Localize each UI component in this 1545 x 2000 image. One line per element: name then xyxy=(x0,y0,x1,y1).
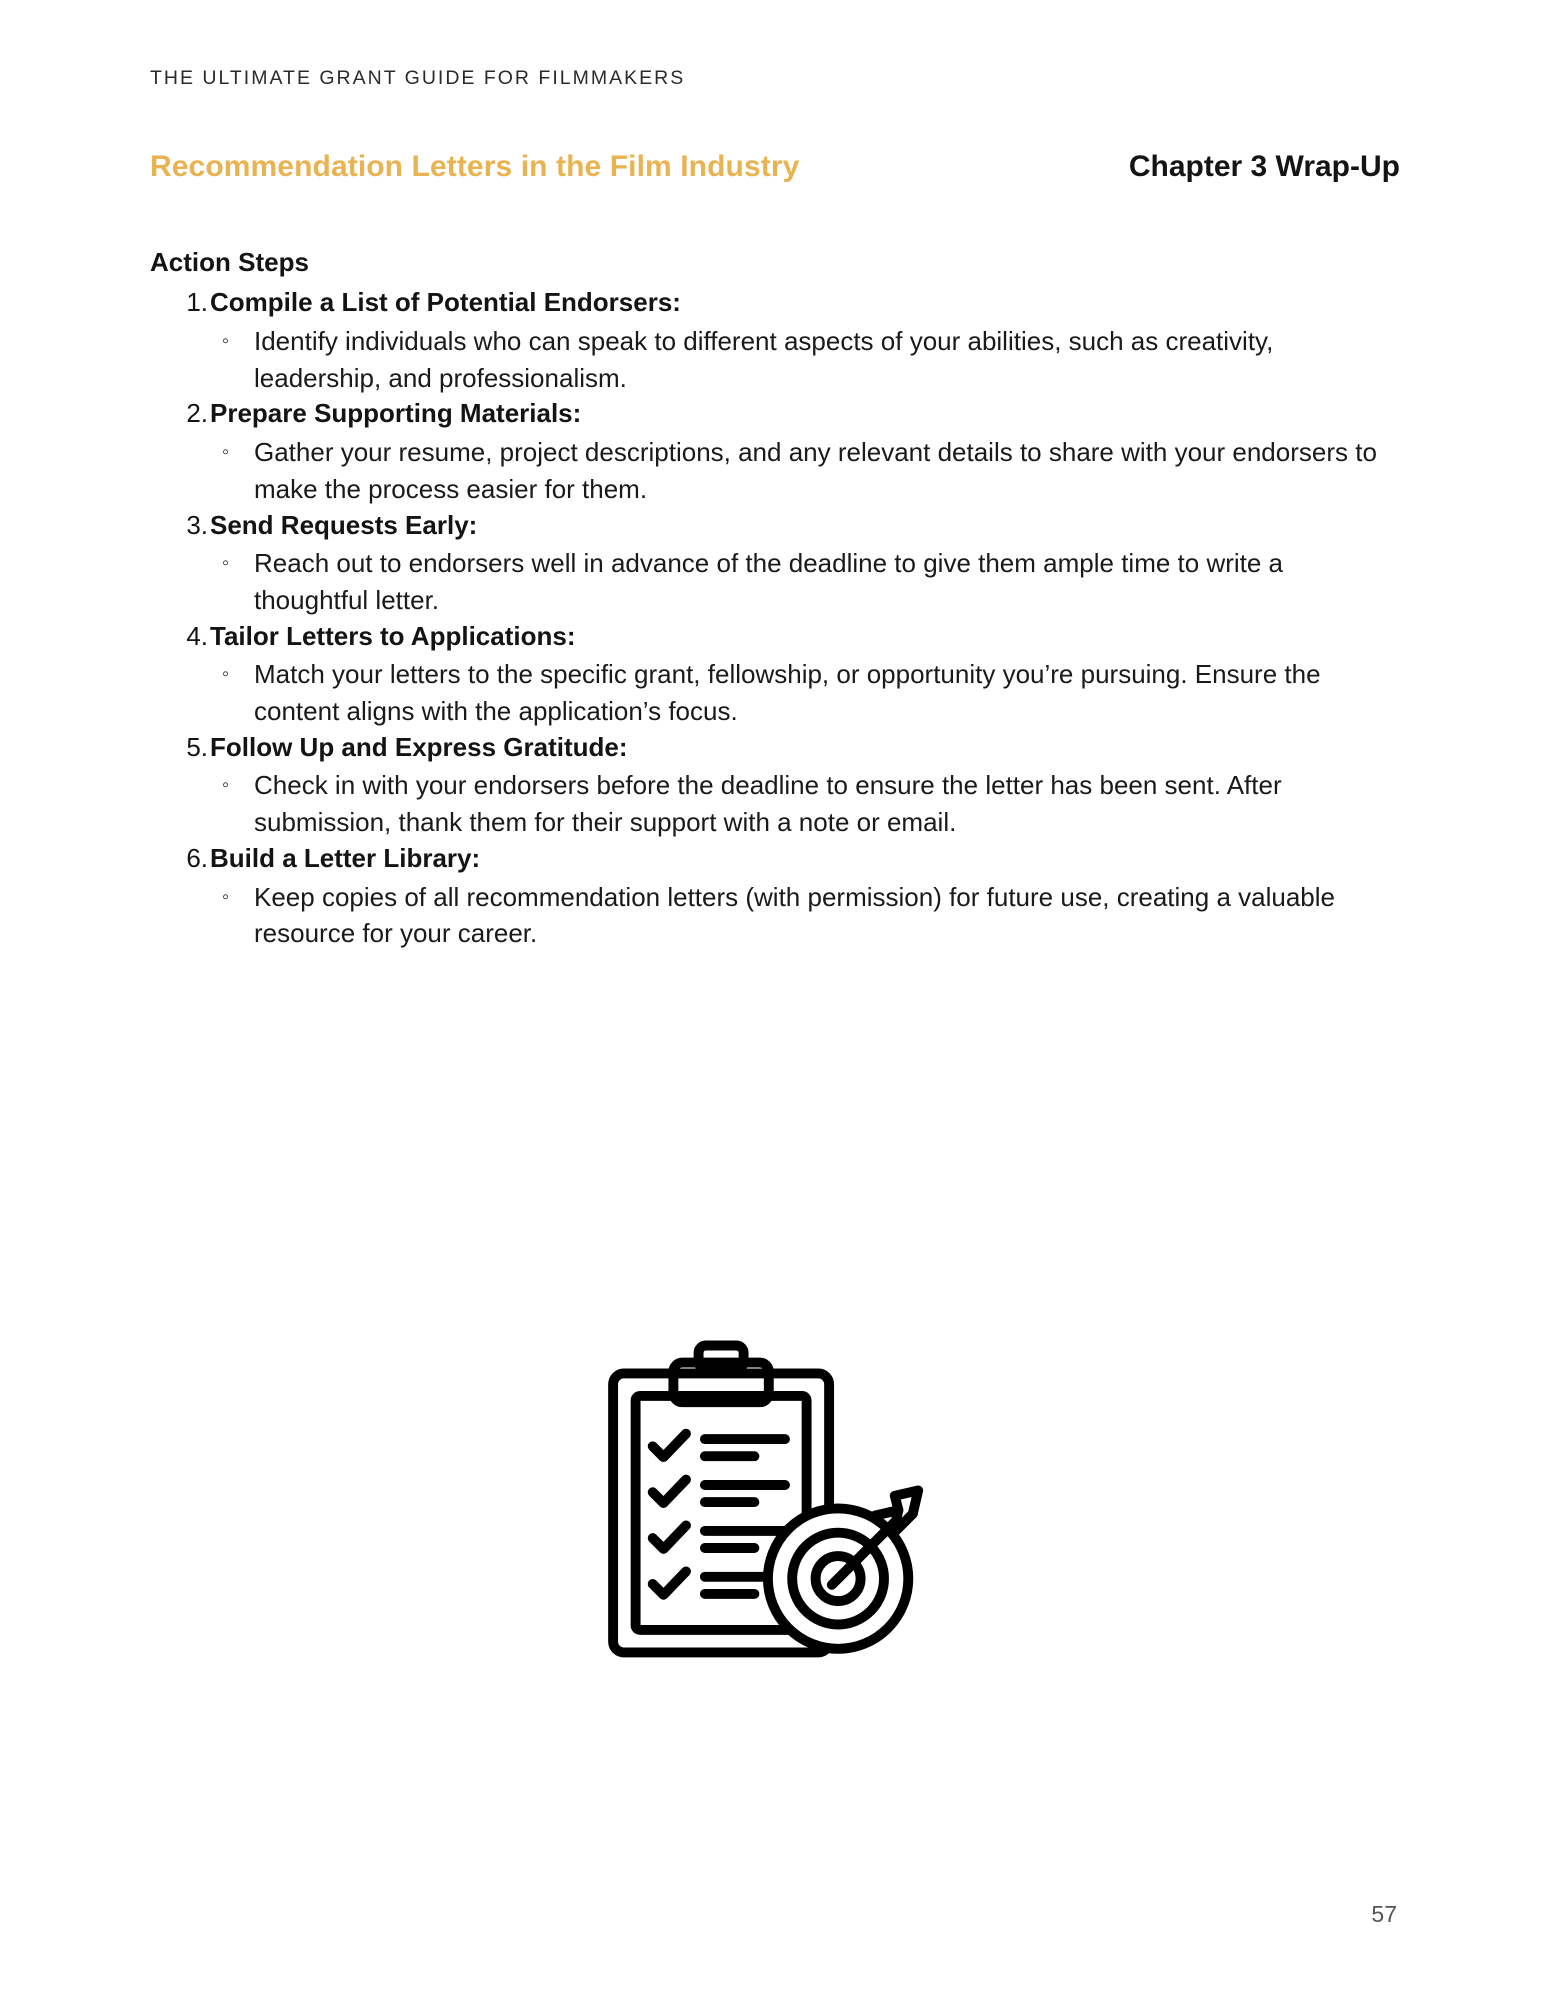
action-steps-list xyxy=(150,285,1400,952)
hollow-circle-bullet-icon: ◦ xyxy=(222,774,230,797)
step-detail-text: Reach out to endorsers well in advance of the deadline to give them ample time to write a thoughtful letter. xyxy=(254,548,1284,615)
list-item xyxy=(150,508,1400,619)
hollow-circle-bullet-icon: ◦ xyxy=(222,552,230,575)
step-detail xyxy=(150,434,1400,508)
step-detail xyxy=(150,767,1400,841)
title-row xyxy=(150,150,1400,184)
clipboard-checklist-target-icon xyxy=(578,1305,938,1665)
hollow-circle-bullet-icon: ◦ xyxy=(222,885,230,908)
list-item xyxy=(150,841,1400,952)
step-number: 1. xyxy=(186,287,208,318)
list-item xyxy=(150,285,1400,396)
step-detail xyxy=(150,879,1400,953)
running-header: THE ULTIMATE GRANT GUIDE FOR FILMMAKERS xyxy=(150,67,686,89)
step-title: Build a Letter Library: xyxy=(210,843,481,874)
step-heading xyxy=(150,508,1400,543)
page-number: 57 xyxy=(1371,1901,1397,1927)
step-detail xyxy=(150,656,1400,730)
step-detail-text: Match your letters to the specific grant, fellowship, or opportunity you’re pursuing. Ensure the content aligns with the application’s focus. xyxy=(254,659,1321,727)
step-number: 5. xyxy=(186,732,208,762)
step-number: 2. xyxy=(186,398,208,429)
step-detail-text: Identify individuals who can speak to different aspects of your abilities, such as creativity, leadership, and professionalism. xyxy=(254,325,1274,393)
step-title: Send Requests Early: xyxy=(210,509,478,540)
step-detail-text: Keep copies of all recommendation letters (with permission) for future use, creating a valuable resource for your career. xyxy=(254,881,1335,949)
list-item xyxy=(150,396,1400,507)
step-heading xyxy=(150,841,1400,876)
step-heading xyxy=(150,730,1400,765)
section-heading-action-steps: Action Steps xyxy=(150,247,309,277)
main-content xyxy=(150,245,1400,952)
step-number: 3. xyxy=(186,509,208,540)
hollow-circle-bullet-icon: ◦ xyxy=(222,329,230,352)
chapter-label: Chapter 3 Wrap-Up xyxy=(1128,150,1400,183)
step-heading xyxy=(150,619,1400,654)
step-title: Tailor Letters to Applications: xyxy=(210,620,576,651)
step-title: Prepare Supporting Materials: xyxy=(210,398,582,429)
step-detail-text: Check in with your endorsers before the deadline to ensure the letter has been sent. After submission, thank them for their support with a note or email. xyxy=(254,770,1282,838)
list-item xyxy=(150,730,1400,841)
step-heading xyxy=(150,396,1400,431)
list-item xyxy=(150,619,1400,730)
hollow-circle-bullet-icon: ◦ xyxy=(222,663,230,686)
page-title: Recommendation Letters in the Film Industry xyxy=(150,150,800,183)
step-number: 6. xyxy=(186,843,208,874)
step-detail xyxy=(150,323,1400,397)
step-detail xyxy=(150,545,1400,619)
step-title: Compile a List of Potential Endorsers: xyxy=(210,287,681,318)
step-detail-text: Gather your resume, project descriptions, and any relevant details to share with your endorsers to make the process easier for them. xyxy=(254,436,1377,504)
step-title: Follow Up and Express Gratitude: xyxy=(210,732,628,762)
step-heading xyxy=(150,285,1400,320)
step-number: 4. xyxy=(186,620,208,651)
hollow-circle-bullet-icon: ◦ xyxy=(222,440,230,463)
